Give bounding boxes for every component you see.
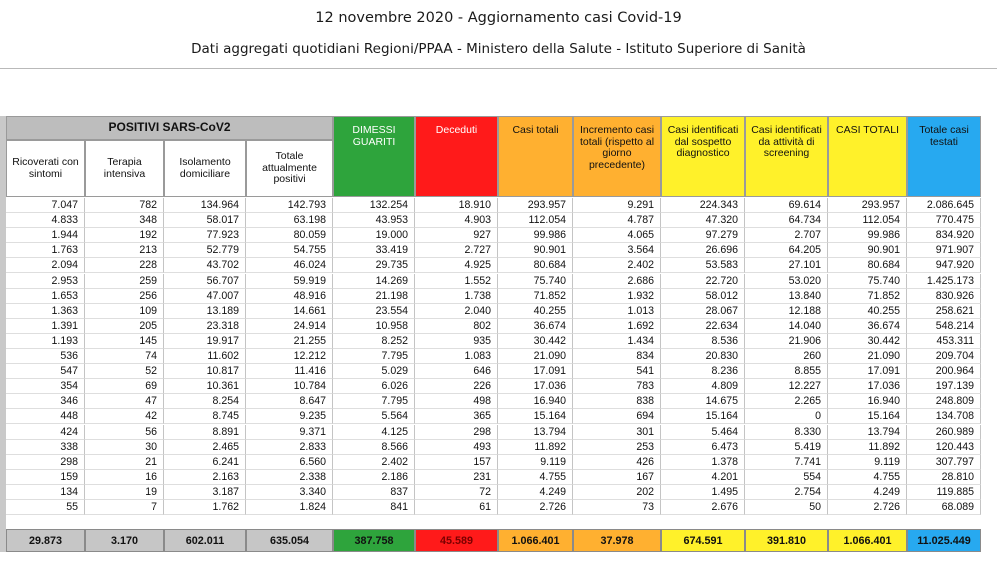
total-cell: 602.011 bbox=[164, 529, 246, 552]
column-header-8: Casi identificati dal sospetto diagnostico bbox=[661, 116, 745, 197]
column-header-7: Incremento casi totali (rispetto al giorno precedente) bbox=[573, 116, 661, 197]
table-cell: 75.740 bbox=[828, 274, 907, 289]
table-cell: 4.065 bbox=[573, 228, 661, 243]
table-cell: 260 bbox=[745, 349, 828, 364]
table-cell: 226 bbox=[415, 379, 498, 394]
table-cell: 213 bbox=[85, 243, 164, 258]
table-cell: 8.566 bbox=[333, 440, 415, 455]
table-cell: 71.852 bbox=[498, 289, 573, 304]
table-cell: 77.923 bbox=[164, 228, 246, 243]
table-cell: 26.696 bbox=[661, 243, 745, 258]
table-cell: 1.425.173 bbox=[907, 274, 981, 289]
table-cell: 9.371 bbox=[246, 425, 333, 440]
table-cell: 14.675 bbox=[661, 394, 745, 409]
table-cell: 46.024 bbox=[246, 258, 333, 273]
table-cell: 783 bbox=[573, 379, 661, 394]
table-cell: 354 bbox=[6, 379, 85, 394]
table-cell: 99.986 bbox=[498, 228, 573, 243]
table-cell: 24.914 bbox=[246, 319, 333, 334]
table-cell: 348 bbox=[85, 213, 164, 228]
table-cell: 1.378 bbox=[661, 455, 745, 470]
table-cell: 200.964 bbox=[907, 364, 981, 379]
table-cell: 16.940 bbox=[498, 394, 573, 409]
total-cell: 1.066.401 bbox=[828, 529, 907, 552]
table-cell: 9.235 bbox=[246, 409, 333, 424]
table-cell: 2.402 bbox=[573, 258, 661, 273]
table-cell: 6.026 bbox=[333, 379, 415, 394]
total-cell: 674.591 bbox=[661, 529, 745, 552]
table-cell: 424 bbox=[6, 425, 85, 440]
table-cell: 22.720 bbox=[661, 274, 745, 289]
table-cell: 19.917 bbox=[164, 334, 246, 349]
table-cell: 260.989 bbox=[907, 425, 981, 440]
table-cell: 205 bbox=[85, 319, 164, 334]
table-cell: 547 bbox=[6, 364, 85, 379]
table-cell: 298 bbox=[415, 425, 498, 440]
table-cell: 56 bbox=[85, 425, 164, 440]
table-cell: 2.726 bbox=[498, 500, 573, 515]
table-cell: 338 bbox=[6, 440, 85, 455]
table-cell: 7.795 bbox=[333, 394, 415, 409]
table-cell: 69.614 bbox=[745, 198, 828, 213]
table-cell: 834.920 bbox=[907, 228, 981, 243]
table-cell: 293.957 bbox=[498, 198, 573, 213]
table-cell: 453.311 bbox=[907, 334, 981, 349]
table-cell: 2.094 bbox=[6, 258, 85, 273]
table-cell: 498 bbox=[415, 394, 498, 409]
table-cell: 61 bbox=[415, 500, 498, 515]
table-cell: 15.164 bbox=[661, 409, 745, 424]
table-cell: 119.885 bbox=[907, 485, 981, 500]
table-cell: 7.047 bbox=[6, 198, 85, 213]
table-cell: 22.634 bbox=[661, 319, 745, 334]
table-cell: 43.702 bbox=[164, 258, 246, 273]
table-cell: 8.236 bbox=[661, 364, 745, 379]
table-cell: 2.163 bbox=[164, 470, 246, 485]
table-cell: 71.852 bbox=[828, 289, 907, 304]
table-cell: 541 bbox=[573, 364, 661, 379]
column-header-1: Terapia intensiva bbox=[85, 140, 164, 197]
table-cell: 27.101 bbox=[745, 258, 828, 273]
table-cell: 23.554 bbox=[333, 304, 415, 319]
table-cell: 2.465 bbox=[164, 440, 246, 455]
table-cell: 109 bbox=[85, 304, 164, 319]
table-cell: 4.809 bbox=[661, 379, 745, 394]
table-cell: 248.809 bbox=[907, 394, 981, 409]
table-cell: 52.779 bbox=[164, 243, 246, 258]
table-cell: 1.552 bbox=[415, 274, 498, 289]
table-cell: 36.674 bbox=[828, 319, 907, 334]
table-cell: 90.901 bbox=[498, 243, 573, 258]
table-cell: 4.925 bbox=[415, 258, 498, 273]
table-cell: 10.784 bbox=[246, 379, 333, 394]
table-cell: 2.754 bbox=[745, 485, 828, 500]
table-cell: 11.892 bbox=[828, 440, 907, 455]
table-cell: 167 bbox=[573, 470, 661, 485]
table-cell: 73 bbox=[573, 500, 661, 515]
table-cell: 112.054 bbox=[498, 213, 573, 228]
table-cell: 770.475 bbox=[907, 213, 981, 228]
table-cell: 2.676 bbox=[661, 500, 745, 515]
table-cell: 69 bbox=[85, 379, 164, 394]
table-cell: 2.338 bbox=[246, 470, 333, 485]
table-cell: 837 bbox=[333, 485, 415, 500]
table-cell: 64.734 bbox=[745, 213, 828, 228]
table-cell: 1.363 bbox=[6, 304, 85, 319]
table-cell: 4.249 bbox=[828, 485, 907, 500]
total-cell: 37.978 bbox=[573, 529, 661, 552]
table-cell: 4.249 bbox=[498, 485, 573, 500]
table-cell: 8.536 bbox=[661, 334, 745, 349]
table-cell: 21.090 bbox=[828, 349, 907, 364]
table-cell: 4.755 bbox=[828, 470, 907, 485]
table-cell: 53.583 bbox=[661, 258, 745, 273]
table-cell: 19 bbox=[85, 485, 164, 500]
table-cell: 2.686 bbox=[573, 274, 661, 289]
page-subtitle: Dati aggregati quotidiani Regioni/PPAA - Ministero della Salute - Istituto Superiore di Sanità bbox=[191, 41, 806, 57]
table-cell: 19.000 bbox=[333, 228, 415, 243]
table-cell: 40.255 bbox=[828, 304, 907, 319]
column-header-9: Casi identificati da attività di screening bbox=[745, 116, 828, 197]
table-cell: 365 bbox=[415, 409, 498, 424]
table-cell: 2.833 bbox=[246, 440, 333, 455]
table-cell: 782 bbox=[85, 198, 164, 213]
table-cell: 63.198 bbox=[246, 213, 333, 228]
table-cell: 2.086.645 bbox=[907, 198, 981, 213]
table-cell: 258.621 bbox=[907, 304, 981, 319]
table-cell: 30.442 bbox=[498, 334, 573, 349]
table-cell: 646 bbox=[415, 364, 498, 379]
table-cell: 10.817 bbox=[164, 364, 246, 379]
table-cell: 11.602 bbox=[164, 349, 246, 364]
table-cell: 17.091 bbox=[828, 364, 907, 379]
table-cell: 1.763 bbox=[6, 243, 85, 258]
total-cell: 3.170 bbox=[85, 529, 164, 552]
table-cell: 554 bbox=[745, 470, 828, 485]
table-cell: 3.187 bbox=[164, 485, 246, 500]
total-cell: 387.758 bbox=[333, 529, 415, 552]
table-cell: 11.416 bbox=[246, 364, 333, 379]
table-cell: 132.254 bbox=[333, 198, 415, 213]
table-cell: 99.986 bbox=[828, 228, 907, 243]
column-header-0: Ricoverati con sintomi bbox=[6, 140, 85, 197]
table-cell: 202 bbox=[573, 485, 661, 500]
table-cell: 47 bbox=[85, 394, 164, 409]
table-cell: 52 bbox=[85, 364, 164, 379]
table-cell: 54.755 bbox=[246, 243, 333, 258]
table-cell: 935 bbox=[415, 334, 498, 349]
table-cell: 830.926 bbox=[907, 289, 981, 304]
column-header-11: Totale casi testati bbox=[907, 116, 981, 197]
table-cell: 12.227 bbox=[745, 379, 828, 394]
table-cell: 134.964 bbox=[164, 198, 246, 213]
table-cell: 80.684 bbox=[498, 258, 573, 273]
table-cell: 21.090 bbox=[498, 349, 573, 364]
table-cell: 74 bbox=[85, 349, 164, 364]
table-cell: 5.419 bbox=[745, 440, 828, 455]
column-header-4: DIMESSI GUARITI bbox=[333, 116, 415, 197]
total-cell: 1.066.401 bbox=[498, 529, 573, 552]
table-cell: 7.741 bbox=[745, 455, 828, 470]
table-cell: 1.738 bbox=[415, 289, 498, 304]
table-cell: 2.186 bbox=[333, 470, 415, 485]
column-header-3: Totale attualmente positivi bbox=[246, 140, 333, 197]
table-cell: 14.040 bbox=[745, 319, 828, 334]
table-cell: 1.932 bbox=[573, 289, 661, 304]
table-cell: 134.708 bbox=[907, 409, 981, 424]
table-cell: 21 bbox=[85, 455, 164, 470]
table-cell: 8.330 bbox=[745, 425, 828, 440]
table-cell: 4.201 bbox=[661, 470, 745, 485]
table-cell: 4.125 bbox=[333, 425, 415, 440]
header-group-positivi: POSITIVI SARS-CoV2 bbox=[6, 116, 333, 140]
table-cell: 58.012 bbox=[661, 289, 745, 304]
table-cell: 224.343 bbox=[661, 198, 745, 213]
table-cell: 28.067 bbox=[661, 304, 745, 319]
table-cell: 9.291 bbox=[573, 198, 661, 213]
table-cell: 5.029 bbox=[333, 364, 415, 379]
table-cell: 1.824 bbox=[246, 500, 333, 515]
page-title: 12 novembre 2020 - Aggiornamento casi Covid-19 bbox=[315, 10, 682, 26]
table-cell: 6.473 bbox=[661, 440, 745, 455]
table-cell: 15.164 bbox=[828, 409, 907, 424]
table-cell: 48.916 bbox=[246, 289, 333, 304]
table-cell: 5.464 bbox=[661, 425, 745, 440]
table-cell: 29.735 bbox=[333, 258, 415, 273]
table-cell: 13.840 bbox=[745, 289, 828, 304]
table-cell: 21.255 bbox=[246, 334, 333, 349]
table-cell: 2.707 bbox=[745, 228, 828, 243]
total-cell: 391.810 bbox=[745, 529, 828, 552]
table-cell: 971.907 bbox=[907, 243, 981, 258]
table-cell: 10.361 bbox=[164, 379, 246, 394]
table-cell: 2.953 bbox=[6, 274, 85, 289]
table-cell: 134 bbox=[6, 485, 85, 500]
table-cell: 80.684 bbox=[828, 258, 907, 273]
table-cell: 20.830 bbox=[661, 349, 745, 364]
table-cell: 42 bbox=[85, 409, 164, 424]
table-cell: 14.269 bbox=[333, 274, 415, 289]
table-cell: 301 bbox=[573, 425, 661, 440]
table-cell: 8.855 bbox=[745, 364, 828, 379]
total-cell: 11.025.449 bbox=[907, 529, 981, 552]
table-cell: 97.279 bbox=[661, 228, 745, 243]
table-cell: 1.653 bbox=[6, 289, 85, 304]
table-cell: 426 bbox=[573, 455, 661, 470]
table-cell: 298 bbox=[6, 455, 85, 470]
table-cell: 30.442 bbox=[828, 334, 907, 349]
table-cell: 253 bbox=[573, 440, 661, 455]
table-cell: 5.564 bbox=[333, 409, 415, 424]
table-cell: 17.091 bbox=[498, 364, 573, 379]
table-cell: 47.320 bbox=[661, 213, 745, 228]
table-cell: 21.198 bbox=[333, 289, 415, 304]
table-cell: 47.007 bbox=[164, 289, 246, 304]
table-cell: 16.940 bbox=[828, 394, 907, 409]
table-cell: 58.017 bbox=[164, 213, 246, 228]
table-cell: 307.797 bbox=[907, 455, 981, 470]
table-cell: 8.252 bbox=[333, 334, 415, 349]
table-cell: 142.793 bbox=[246, 198, 333, 213]
table-cell: 30 bbox=[85, 440, 164, 455]
table-cell: 841 bbox=[333, 500, 415, 515]
table-cell: 2.402 bbox=[333, 455, 415, 470]
table-cell: 802 bbox=[415, 319, 498, 334]
table-cell: 13.794 bbox=[498, 425, 573, 440]
table-cell: 13.794 bbox=[828, 425, 907, 440]
table-cell: 157 bbox=[415, 455, 498, 470]
table-cell: 1.944 bbox=[6, 228, 85, 243]
table-cell: 8.647 bbox=[246, 394, 333, 409]
table-cell: 1.434 bbox=[573, 334, 661, 349]
table-cell: 9.119 bbox=[498, 455, 573, 470]
total-cell: 29.873 bbox=[6, 529, 85, 552]
table-cell: 8.745 bbox=[164, 409, 246, 424]
table-cell: 1.391 bbox=[6, 319, 85, 334]
table-cell: 256 bbox=[85, 289, 164, 304]
table-cell: 1.495 bbox=[661, 485, 745, 500]
table-cell: 7.795 bbox=[333, 349, 415, 364]
table-cell: 15.164 bbox=[498, 409, 573, 424]
table-cell: 1.013 bbox=[573, 304, 661, 319]
table-cell: 159 bbox=[6, 470, 85, 485]
table-cell: 33.419 bbox=[333, 243, 415, 258]
total-cell: 45.589 bbox=[415, 529, 498, 552]
column-header-10: CASI TOTALI bbox=[828, 116, 907, 197]
table-cell: 448 bbox=[6, 409, 85, 424]
table-cell: 18.910 bbox=[415, 198, 498, 213]
table-cell: 7 bbox=[85, 500, 164, 515]
table-cell: 8.891 bbox=[164, 425, 246, 440]
table-cell: 75.740 bbox=[498, 274, 573, 289]
table-cell: 192 bbox=[85, 228, 164, 243]
table-cell: 8.254 bbox=[164, 394, 246, 409]
table-cell: 23.318 bbox=[164, 319, 246, 334]
table-cell: 536 bbox=[6, 349, 85, 364]
table-cell: 72 bbox=[415, 485, 498, 500]
total-cell: 635.054 bbox=[246, 529, 333, 552]
table-cell: 16 bbox=[85, 470, 164, 485]
table-cell: 17.036 bbox=[828, 379, 907, 394]
table-cell: 0 bbox=[745, 409, 828, 424]
table-cell: 40.255 bbox=[498, 304, 573, 319]
table-cell: 2.265 bbox=[745, 394, 828, 409]
table-cell: 21.906 bbox=[745, 334, 828, 349]
table-cell: 3.340 bbox=[246, 485, 333, 500]
table-cell: 927 bbox=[415, 228, 498, 243]
table-cell: 112.054 bbox=[828, 213, 907, 228]
table-cell: 838 bbox=[573, 394, 661, 409]
table-cell: 1.762 bbox=[164, 500, 246, 515]
table-cell: 80.059 bbox=[246, 228, 333, 243]
table-cell: 14.661 bbox=[246, 304, 333, 319]
table-cell: 68.089 bbox=[907, 500, 981, 515]
table-cell: 3.564 bbox=[573, 243, 661, 258]
table-cell: 10.958 bbox=[333, 319, 415, 334]
table-cell: 4.787 bbox=[573, 213, 661, 228]
table-cell: 493 bbox=[415, 440, 498, 455]
table-cell: 36.674 bbox=[498, 319, 573, 334]
table-cell: 64.205 bbox=[745, 243, 828, 258]
table-cell: 6.560 bbox=[246, 455, 333, 470]
table-cell: 12.212 bbox=[246, 349, 333, 364]
table-cell: 17.036 bbox=[498, 379, 573, 394]
table-cell: 4.833 bbox=[6, 213, 85, 228]
column-header-2: Isolamento domiciliare bbox=[164, 140, 246, 197]
table-cell: 694 bbox=[573, 409, 661, 424]
table-cell: 4.755 bbox=[498, 470, 573, 485]
table-cell: 259 bbox=[85, 274, 164, 289]
table-cell: 90.901 bbox=[828, 243, 907, 258]
table-cell: 56.707 bbox=[164, 274, 246, 289]
table-cell: 28.810 bbox=[907, 470, 981, 485]
table-cell: 2.726 bbox=[828, 500, 907, 515]
table-cell: 197.139 bbox=[907, 379, 981, 394]
table-cell: 4.903 bbox=[415, 213, 498, 228]
table-cell: 231 bbox=[415, 470, 498, 485]
table-cell: 1.083 bbox=[415, 349, 498, 364]
table-cell: 59.919 bbox=[246, 274, 333, 289]
table-cell: 947.920 bbox=[907, 258, 981, 273]
table-cell: 11.892 bbox=[498, 440, 573, 455]
table-cell: 6.241 bbox=[164, 455, 246, 470]
table-cell: 293.957 bbox=[828, 198, 907, 213]
table-cell: 1.692 bbox=[573, 319, 661, 334]
table-cell: 43.953 bbox=[333, 213, 415, 228]
table-cell: 2.727 bbox=[415, 243, 498, 258]
column-header-5: Deceduti bbox=[415, 116, 498, 197]
table-cell: 13.189 bbox=[164, 304, 246, 319]
table-cell: 120.443 bbox=[907, 440, 981, 455]
table-cell: 346 bbox=[6, 394, 85, 409]
table-cell: 228 bbox=[85, 258, 164, 273]
table-cell: 53.020 bbox=[745, 274, 828, 289]
table-cell: 9.119 bbox=[828, 455, 907, 470]
table-cell: 548.214 bbox=[907, 319, 981, 334]
table-cell: 1.193 bbox=[6, 334, 85, 349]
column-header-6: Casi totali bbox=[498, 116, 573, 197]
table-cell: 145 bbox=[85, 334, 164, 349]
table-cell: 2.040 bbox=[415, 304, 498, 319]
table-cell: 209.704 bbox=[907, 349, 981, 364]
table-cell: 12.188 bbox=[745, 304, 828, 319]
table-cell: 834 bbox=[573, 349, 661, 364]
table-cell: 50 bbox=[745, 500, 828, 515]
table-cell: 55 bbox=[6, 500, 85, 515]
